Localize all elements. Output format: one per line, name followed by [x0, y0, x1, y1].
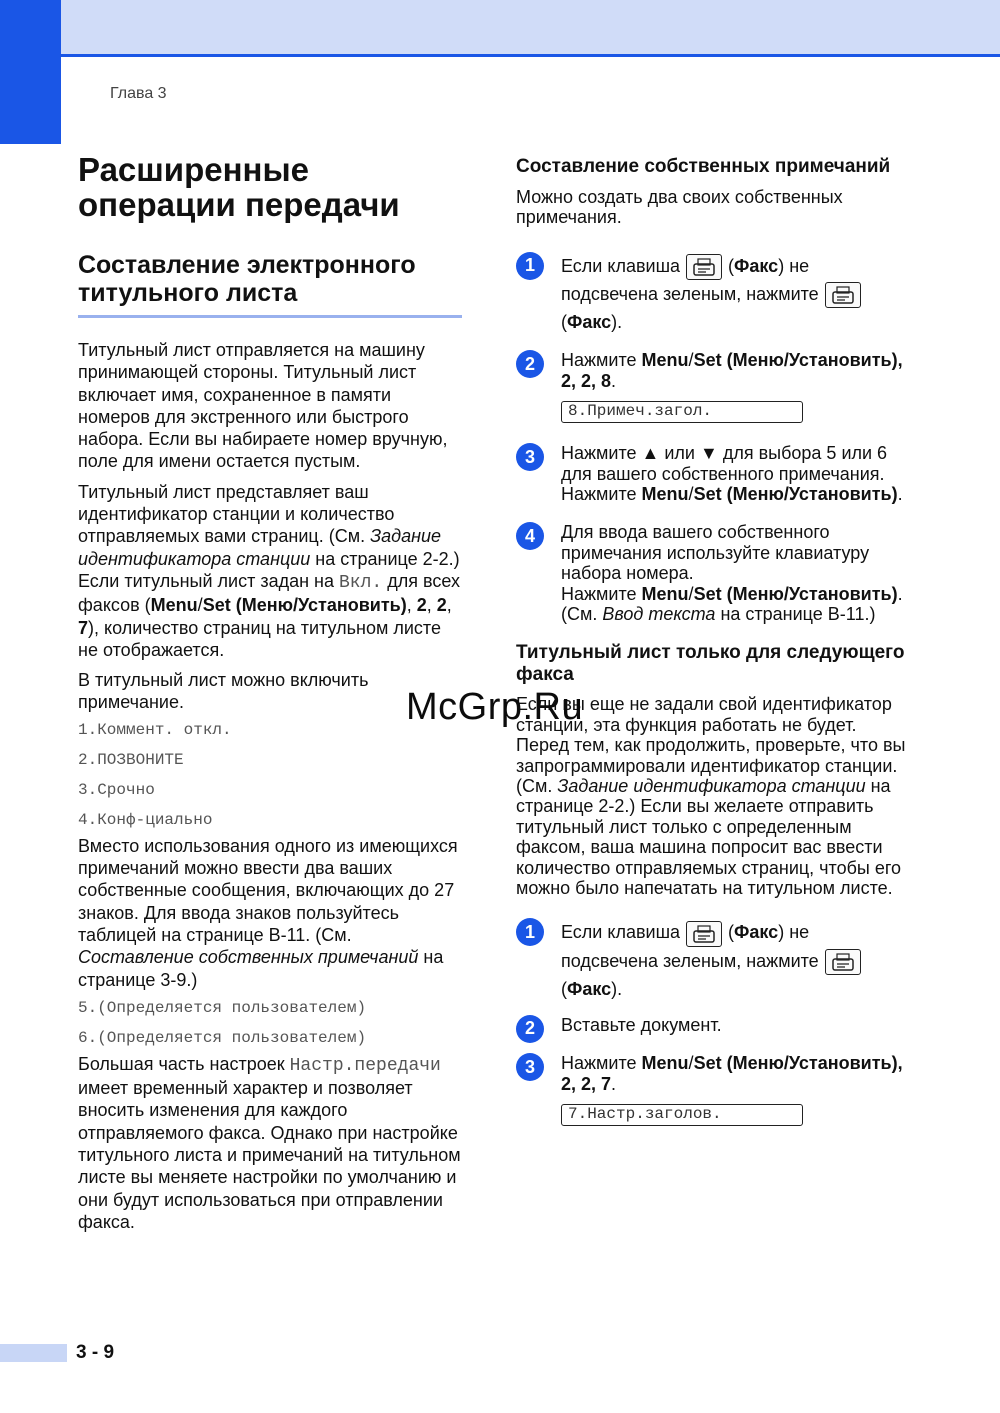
- step-number: 3: [516, 1053, 544, 1081]
- cross-reference-link[interactable]: Составление собственных примечаний: [78, 947, 419, 968]
- chapter-label: Глава 3: [110, 85, 167, 102]
- header-band: [0, 0, 1000, 56]
- chapter-tab: [0, 0, 61, 144]
- cross-reference-link[interactable]: Задание идентификатора станции: [78, 526, 442, 569]
- step-number: 3: [516, 443, 544, 471]
- section-heading-next-fax: Титульный лист только для следующего факса: [516, 642, 905, 686]
- paragraph-next-fax: Если вы еще не задали свой идентификатор станции, эта функция работать не будет. Перед тем, как продолжить, проверьте, что вы запрограммировали идентификатор станции. (См. Задание идентификатора станции на странице 2-2.) Если вы желаете отправить титульный лист только с определенным факсом, ваша машина попросит вас ввести количество отправляемых страниц, чтобы его можно было напечатать на титульном листе.: [516, 694, 906, 899]
- footer-band: [0, 1344, 67, 1362]
- cross-reference-link[interactable]: Задание идентификатора станции: [557, 776, 866, 796]
- page-title: Расширенные операции передачи: [78, 151, 400, 223]
- paragraph-custom-messages: Вместо использования одного из имеющихся примечаний можно ввести два ваших собственные сообщения, включающих до 27 знаков. Для ввода знаков пользуйтесь таблицей на странице B-11. (См. Составление собственных примечаний на странице 3-9.): [78, 835, 458, 990]
- step-number: 2: [516, 1015, 544, 1043]
- step-1-custom: 1 Если клавиша (Факс) не подсвечена зеленым, нажмите (Факс).: [516, 252, 906, 337]
- lcd-display: 8.Примеч.загол.: [561, 401, 803, 423]
- section-heading-custom-notes: Составление собственных примечаний: [516, 156, 891, 177]
- step-4-custom: 4 Для ввода вашего собственного примечания используйте клавиатуру набора номера. Нажмите Menu/Set (Меню/Установить). (См. Ввод текста на странице B-11.): [516, 522, 906, 624]
- watermark: McGrp.Ru: [406, 686, 584, 728]
- paragraph-include-note: В титульный лист можно включить примечание.: [78, 670, 369, 713]
- step-1-next-fax: 1 Если клавиша (Факс) не подсвечена зеленым, нажмите (Факс).: [516, 918, 906, 1003]
- comment-options-list: [78, 715, 462, 835]
- step-2-next-fax: 2 Вставьте документ.: [516, 1015, 906, 1035]
- list-item: 5.(Определяется пользователем): [78, 998, 367, 1017]
- fax-key-icon[interactable]: [686, 921, 722, 947]
- down-arrow-icon: ▼: [700, 443, 718, 464]
- step-number: 1: [516, 252, 544, 280]
- step-2-custom: 2 Нажмите Menu/Set (Меню/Установить), 2, 2, 8. 8.Примеч.загол.: [516, 350, 906, 423]
- list-item: 6.(Определяется пользователем): [78, 1028, 367, 1047]
- step-number: 2: [516, 350, 544, 378]
- step-3-next-fax: 3 Нажмите Menu/Set (Меню/Установить), 2, 2, 7. 7.Настр.заголов.: [516, 1053, 906, 1126]
- left-column: [78, 152, 462, 1233]
- right-column: [516, 156, 906, 1126]
- step-number: 1: [516, 918, 544, 946]
- custom-options-list: [78, 993, 462, 1053]
- paragraph-cover-intro: Титульный лист отправляется на машину принимающей стороны. Титульный лист включает имя, сохраненное в памяти номеров для экстренного или быстрого набора. Если вы набираете номер вручную, поле для имени остается пустым.: [78, 340, 448, 472]
- up-arrow-icon: ▲: [641, 443, 660, 464]
- fax-key-icon[interactable]: [825, 282, 861, 308]
- cross-reference-link[interactable]: Ввод текста: [602, 603, 716, 624]
- list-item: 4.Конф-циально: [78, 810, 213, 829]
- page-number: 3 - 9: [76, 1342, 115, 1363]
- list-item: 3.Срочно: [78, 780, 155, 799]
- lcd-display: 7.Настр.заголов.: [561, 1104, 803, 1126]
- list-item: 2.ПОЗВОНИТЕ: [78, 750, 184, 769]
- header-rule: [60, 54, 1000, 57]
- paragraph-cover-info: Титульный лист представляет ваш идентификатор станции и количество отправляемых вами страниц. (См. Задание идентификатора станции на странице 2-2.) Если титульный лист задан на Вкл. для всех факсов (Menu/Set (Меню/Установить), 2, 2, 7), количество страниц на титульном листе не отображается.: [78, 481, 460, 660]
- fax-key-icon[interactable]: [686, 254, 722, 280]
- step-number: 4: [516, 522, 544, 550]
- paragraph-settings-note: Большая часть настроек Настр.передачи имеет временный характер и позволяет вносить изменения для каждого отправляемого факса. Однако при настройке титульного листа и примечаний на титульном листе вы меняете настройки по умолчанию и они будут использоваться при отправлении факса.: [78, 1053, 461, 1232]
- fax-key-icon[interactable]: [825, 949, 861, 975]
- paragraph-custom-notes-intro: Можно создать два своих собственных примечания.: [516, 187, 843, 228]
- section-rule: [78, 315, 462, 318]
- section-heading-cover-page: Составление электронного титульного листа: [78, 251, 416, 307]
- list-item: 1.Коммент. откл.: [78, 720, 232, 739]
- step-3-custom: 3 Нажмите ▲ или ▼ для выбора 5 или 6 для вашего собственного примечания. Нажмите Menu/Set (Меню/Установить).: [516, 443, 906, 504]
